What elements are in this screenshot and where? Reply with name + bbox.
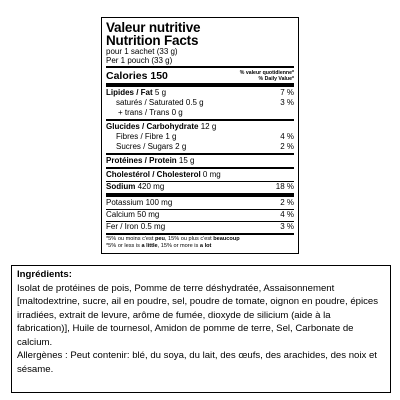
calcium-value: 50 mg: [137, 210, 160, 219]
nutrition-title-fr: Valeur nutritive: [106, 20, 201, 35]
trans-label: + trans / Trans: [118, 108, 170, 117]
ingredients-text: Isolat de protéines de pois, Pomme de terre déshydratée, Assaisonnement [maltodextrine, sucre, ail en poudre, sel, poudre de tomate, oignon en poudre, épices irradiées, extrait de levure, arôme de fumée, dioxyde de silicium (aide à la fabrication)], Huile de tournesol, Amidon de pomme de terre, Sel, Carbonate de calcium.: [17, 282, 379, 348]
protein-row: [106, 156, 294, 166]
potassium-label: Potassium: [106, 198, 144, 207]
footnote-en: *5% or less is a little, 15% or more is a lot: [106, 243, 212, 249]
saturated-value: 0.5 g: [185, 98, 204, 107]
fat-row: [106, 88, 294, 98]
footnote-fr: *5% ou moins c'est peu, 15% ou plus c'est beaucoup: [106, 236, 240, 242]
cholesterol-value: 0 mg: [202, 170, 221, 179]
nutrition-title-en: Nutrition Facts: [106, 33, 199, 48]
ingredients-title: Ingrédients:: [17, 269, 72, 280]
fibre-label: Fibres / Fibre: [116, 132, 164, 141]
iron-dv: 3 %: [280, 222, 294, 231]
fat-value: 5 g: [154, 88, 167, 97]
ingredients-box: [11, 265, 391, 393]
iron-label: Fer / Iron: [106, 222, 139, 231]
footnote: [106, 236, 294, 250]
potassium-row: [106, 198, 294, 208]
carb-value: 12 g: [200, 122, 217, 131]
saturated-trans-dv: 3 %: [280, 98, 294, 107]
fibre-value: 1 g: [165, 132, 177, 141]
protein-value: 15 g: [178, 156, 195, 165]
dv-header-en: % Daily Value*: [258, 76, 294, 82]
fibre-dv: 4 %: [280, 132, 294, 141]
calories-value: 150: [150, 70, 168, 82]
divider: [106, 233, 294, 235]
divider: [106, 153, 294, 155]
calcium-dv: 4 %: [280, 210, 294, 219]
calcium-label: Calcium: [106, 210, 135, 219]
fat-label: Lipides / Fat: [106, 88, 153, 97]
serving-size-fr: pour 1 sachet (33 g): [106, 47, 178, 56]
sodium-label: Sodium: [106, 182, 136, 191]
sugar-label: Sucres / Sugars: [116, 142, 173, 151]
carb-row: [106, 122, 294, 132]
fibre-row: [106, 132, 294, 142]
sodium-value: 420 mg: [137, 182, 165, 191]
dv-header-fr: % valeur quotidienne*: [239, 70, 294, 76]
divider-thick: [106, 193, 294, 197]
saturated-label: saturés / Saturated: [116, 98, 184, 107]
sugar-row: [106, 142, 294, 152]
potassium-dv: 2 %: [280, 198, 294, 207]
fat-dv: 7 %: [280, 88, 294, 97]
iron-row: [106, 222, 294, 232]
divider-thick: [106, 83, 294, 87]
iron-value: 0.5 mg: [140, 222, 166, 231]
saturated-trans-row: [106, 98, 294, 118]
protein-label: Protéines / Protein: [106, 156, 177, 165]
cholesterol-label: Cholestérol / Cholesterol: [106, 170, 201, 179]
sodium-dv: 18 %: [275, 182, 294, 191]
sodium-row: [106, 182, 294, 192]
sugar-value: 2 g: [175, 142, 187, 151]
calories-label: Calories: [106, 70, 148, 82]
divider: [106, 66, 294, 68]
calories-row: [106, 69, 294, 82]
trans-value: 0 g: [171, 108, 183, 117]
calcium-row: [106, 210, 294, 220]
cholesterol-row: [106, 170, 294, 180]
carb-label: Glucides / Carbohydrate: [106, 122, 199, 131]
serving-size-en: Per 1 pouch (33 g): [106, 56, 173, 65]
divider: [106, 167, 294, 169]
allergens-text: Allergènes : Peut contenir: blé, du soya, du lait, des œufs, des arachides, des noix et sésame.: [17, 350, 377, 375]
nutrition-facts-panel: [101, 17, 299, 254]
divider: [106, 119, 294, 121]
sugar-dv: 2 %: [280, 142, 294, 151]
potassium-value: 100 mg: [145, 198, 173, 207]
